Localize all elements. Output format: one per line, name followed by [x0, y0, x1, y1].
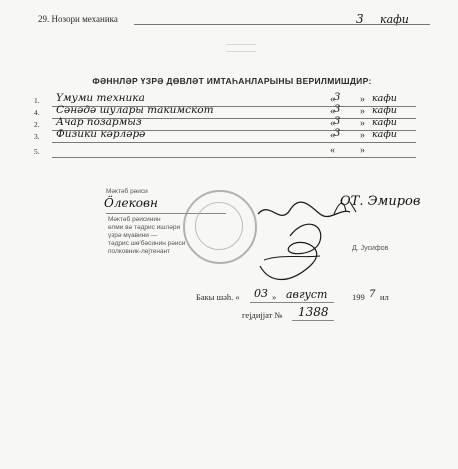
registration-rule: [292, 320, 334, 321]
section-heading: ФӘННЛӘР ҮЗРӘ ДӨВЛӘТ ИМТАҺАНЛАРЫНЫ ВЕРИЛМИШДИР:: [92, 76, 372, 86]
registration-number: 1388: [298, 305, 329, 319]
official-seal: [183, 190, 257, 264]
exam-grade-word: кафи: [372, 129, 397, 140]
right-signature: ОТ. Эмиров: [340, 194, 421, 209]
exam-number: 3.: [34, 132, 40, 141]
exam-number: 1.: [34, 96, 40, 105]
year-prefix: 199: [352, 292, 365, 302]
blank-rule: [134, 24, 350, 25]
grade-number: 3: [356, 12, 364, 26]
rector-label: Мәктәб рәиси: [106, 188, 148, 195]
exam-number: 2.: [34, 120, 40, 129]
exam-row-2: 4. Сәнәдә шулары такимскот « 3 » кафи: [34, 106, 426, 120]
exam-row-3: 2. Ачар позармыз « 3 » кафи: [34, 118, 426, 132]
exam-subject: Ачар позармыз: [56, 116, 142, 128]
exam-grade: 3: [334, 116, 341, 127]
registration-label: гејдијјат №: [242, 310, 283, 320]
date-rule: [250, 302, 334, 303]
exam-grade-word: кафи: [372, 93, 397, 104]
deputy-line-5: полковник-лејтенант: [108, 248, 171, 255]
blank-rule: [52, 142, 330, 143]
document-page: 29. Нозори механика 3 кафи ФӘННЛӘР ҮЗРӘ ДӨВЛӘТ ИМТАҺАНЛАРЫНЫ ВЕРИЛМИШДИР: 1. Үмуми техника « 3 » кафи 4. Сәнәдә шулары такимскот « 3 » кафи 2. Ачар позармыз « 3 » кафи 3. Физики кәрләрә « 3 » кафи 5. « » Мәктәб рәиси Ӧлековн Мәктәб рәисинин елми вә тәдрис ишләри үзрә мүавини — тәдрис шө'бәсинин рәиси полковник-лејтенант Д. Јусифов ОТ. Эмиров Бакы шәһ. « 03 » август 199 7 ил гејдијјат № 1388: [0, 0, 458, 469]
exam-subject: Физики кәрләрә: [56, 128, 146, 140]
exam-row-1: 1. Үмуми техника « 3 » кафи: [34, 94, 426, 108]
exam-row-5: 5. « »: [34, 145, 426, 159]
exam-grade: 3: [334, 104, 341, 115]
city-label: Бакы шәһ. «: [196, 292, 240, 302]
exam-grade-word: кафи: [372, 105, 397, 116]
deputy-line-3: үзрә мүавини —: [108, 232, 158, 239]
deputy-line-2: елми вә тәдрис ишләри: [108, 224, 181, 231]
blank-rule: [326, 157, 416, 158]
deputy-name: Д. Јусифов: [352, 245, 389, 252]
exam-grade: 3: [334, 92, 341, 103]
exam-number: 4.: [34, 108, 40, 117]
exam-subject: Үмуми техника: [56, 92, 145, 104]
faint-mark: [226, 44, 256, 52]
exam-row-4: 3. Физики кәрләрә « 3 » кафи: [34, 130, 426, 144]
subject-label: 29. Нозори механика: [38, 14, 118, 24]
exam-number: 5.: [34, 147, 40, 156]
year-digit: 7: [369, 289, 376, 300]
blank-rule: [350, 24, 430, 25]
blank-rule: [52, 157, 330, 158]
date-day: 03: [254, 287, 268, 300]
deputy-line-4: тәдрис шө'бәсинин рәиси: [108, 240, 186, 247]
deputy-line-1: Мәктәб рәисинин: [108, 216, 161, 223]
rector-signature: Ӧлековн: [104, 196, 158, 210]
grade-word: кафи: [380, 13, 409, 26]
exam-grade-word: кафи: [372, 117, 397, 128]
exam-grade: 3: [334, 128, 341, 139]
mechanics-line: [38, 12, 414, 28]
exam-subject: Сәнәдә шулары такимскот: [56, 104, 214, 116]
date-month: август: [286, 288, 328, 301]
blank-rule: [326, 142, 416, 143]
year-suffix: ил: [380, 292, 389, 302]
signature-flourish: [330, 198, 420, 218]
